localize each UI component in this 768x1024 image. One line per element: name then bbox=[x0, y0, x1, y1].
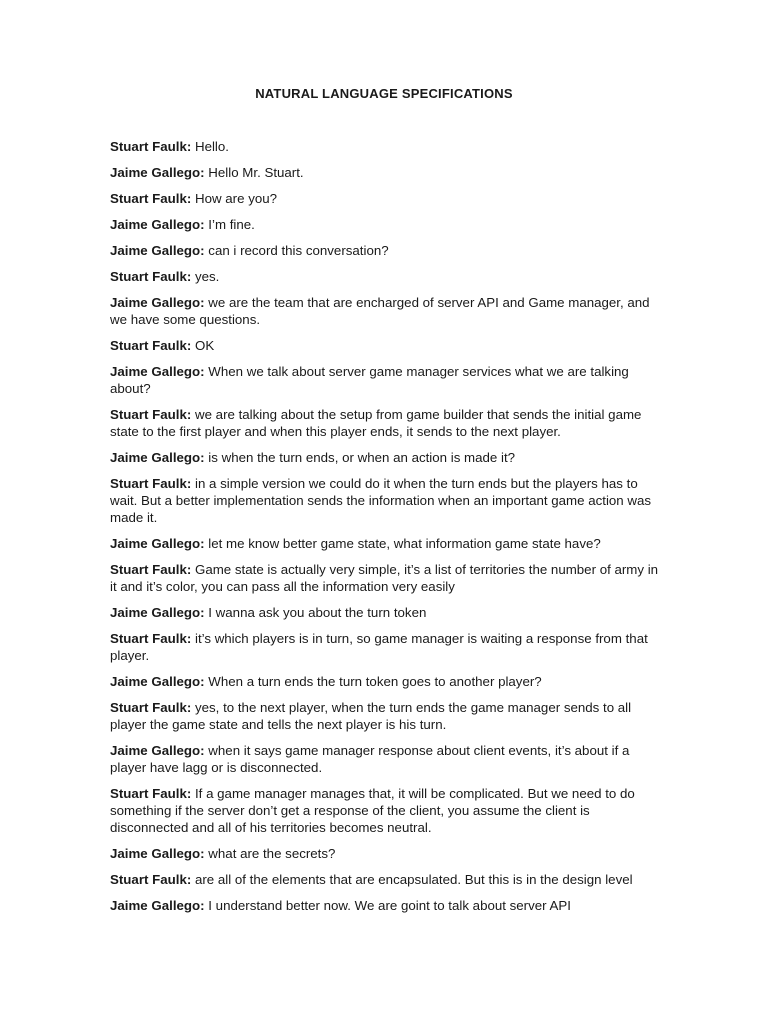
document-title: NATURAL LANGUAGE SPECIFICATIONS bbox=[255, 86, 513, 101]
utterance-text: let me know better game state, what information game state have? bbox=[208, 536, 601, 551]
transcript-line bbox=[110, 785, 662, 836]
utterance-text: yes. bbox=[194, 269, 220, 284]
conversation-transcript bbox=[110, 138, 662, 923]
speaker-name: Stuart Faulk: bbox=[110, 786, 192, 801]
utterance-text: is when the turn ends, or when an action is made it? bbox=[208, 450, 516, 465]
transcript-line bbox=[110, 604, 662, 621]
utterance-text: when it says game manager response about client events, it’s about if a player have lagg or is disconnected. bbox=[110, 743, 630, 775]
utterance-text: How are you? bbox=[194, 191, 278, 206]
utterance-text: I wanna ask you about the turn token bbox=[208, 605, 427, 620]
utterance-text: in a simple version we could do it when the turn ends but the players has to wait. But a better implementation sends the information when an important game action was made it. bbox=[110, 476, 652, 525]
speaker-name: Stuart Faulk: bbox=[110, 476, 192, 491]
utterance-text: we are the team that are encharged of server API and Game manager, and we have some questions. bbox=[110, 295, 650, 327]
speaker-name: Stuart Faulk: bbox=[110, 139, 192, 154]
speaker-name: Jaime Gallego: bbox=[110, 217, 205, 232]
transcript-line bbox=[110, 535, 662, 552]
speaker-name: Stuart Faulk: bbox=[110, 631, 192, 646]
speaker-name: Jaime Gallego: bbox=[110, 743, 205, 758]
transcript-line bbox=[110, 475, 662, 526]
transcript-line bbox=[110, 699, 662, 733]
speaker-name: Jaime Gallego: bbox=[110, 450, 205, 465]
speaker-name: Stuart Faulk: bbox=[110, 872, 192, 887]
transcript-line bbox=[110, 630, 662, 664]
speaker-name: Jaime Gallego: bbox=[110, 898, 205, 913]
utterance-text: OK bbox=[194, 338, 215, 353]
speaker-name: Stuart Faulk: bbox=[110, 269, 192, 284]
transcript-line bbox=[110, 216, 662, 233]
speaker-name: Jaime Gallego: bbox=[110, 243, 205, 258]
transcript-line bbox=[110, 363, 662, 397]
speaker-name: Stuart Faulk: bbox=[110, 700, 192, 715]
utterance-text: If a game manager manages that, it will be complicated. But we need to do something if the server don’t get a response of the client, you assume the client is disconnected and all of his territories becomes neutral. bbox=[110, 786, 635, 835]
transcript-line bbox=[110, 561, 662, 595]
transcript-line bbox=[110, 268, 662, 285]
transcript-line bbox=[110, 742, 662, 776]
speaker-name: Jaime Gallego: bbox=[110, 605, 205, 620]
utterance-text: Hello. bbox=[194, 139, 229, 154]
speaker-name: Jaime Gallego: bbox=[110, 364, 205, 379]
transcript-line bbox=[110, 164, 662, 181]
utterance-text: are all of the elements that are encapsulated. But this is in the design level bbox=[194, 872, 633, 887]
speaker-name: Jaime Gallego: bbox=[110, 536, 205, 551]
utterance-text: yes, to the next player, when the turn ends the game manager sends to all player the game state and tells the next player is his turn. bbox=[110, 700, 632, 732]
transcript-line bbox=[110, 242, 662, 259]
utterance-text: it’s which players is in turn, so game manager is waiting a response from that player. bbox=[110, 631, 648, 663]
utterance-text: I’m fine. bbox=[208, 217, 255, 232]
utterance-text: Game state is actually very simple, it’s a list of territories the number of army in it and it’s color, you can pass all the information very easily bbox=[110, 562, 659, 594]
speaker-name: Stuart Faulk: bbox=[110, 191, 192, 206]
speaker-name: Jaime Gallego: bbox=[110, 165, 205, 180]
transcript-line bbox=[110, 294, 662, 328]
utterance-text: we are talking about the setup from game builder that sends the initial game state to the first player and when this player ends, it sends to the next player. bbox=[110, 407, 642, 439]
transcript-line bbox=[110, 845, 662, 862]
utterance-text: When we talk about server game manager services what we are talking about? bbox=[110, 364, 629, 396]
transcript-line bbox=[110, 406, 662, 440]
utterance-text: I understand better now. We are goint to talk about server API bbox=[208, 898, 571, 913]
utterance-text: what are the secrets? bbox=[208, 846, 336, 861]
transcript-line bbox=[110, 673, 662, 690]
transcript-line bbox=[110, 449, 662, 466]
utterance-text: can i record this conversation? bbox=[208, 243, 389, 258]
speaker-name: Stuart Faulk: bbox=[110, 407, 192, 422]
utterance-text: When a turn ends the turn token goes to another player? bbox=[208, 674, 542, 689]
speaker-name: Stuart Faulk: bbox=[110, 562, 192, 577]
speaker-name: Jaime Gallego: bbox=[110, 674, 205, 689]
speaker-name: Stuart Faulk: bbox=[110, 338, 192, 353]
transcript-line bbox=[110, 190, 662, 207]
transcript-line bbox=[110, 138, 662, 155]
utterance-text: Hello Mr. Stuart. bbox=[208, 165, 304, 180]
transcript-line bbox=[110, 897, 662, 914]
transcript-line bbox=[110, 871, 662, 888]
speaker-name: Jaime Gallego: bbox=[110, 846, 205, 861]
speaker-name: Jaime Gallego: bbox=[110, 295, 205, 310]
transcript-line bbox=[110, 337, 662, 354]
